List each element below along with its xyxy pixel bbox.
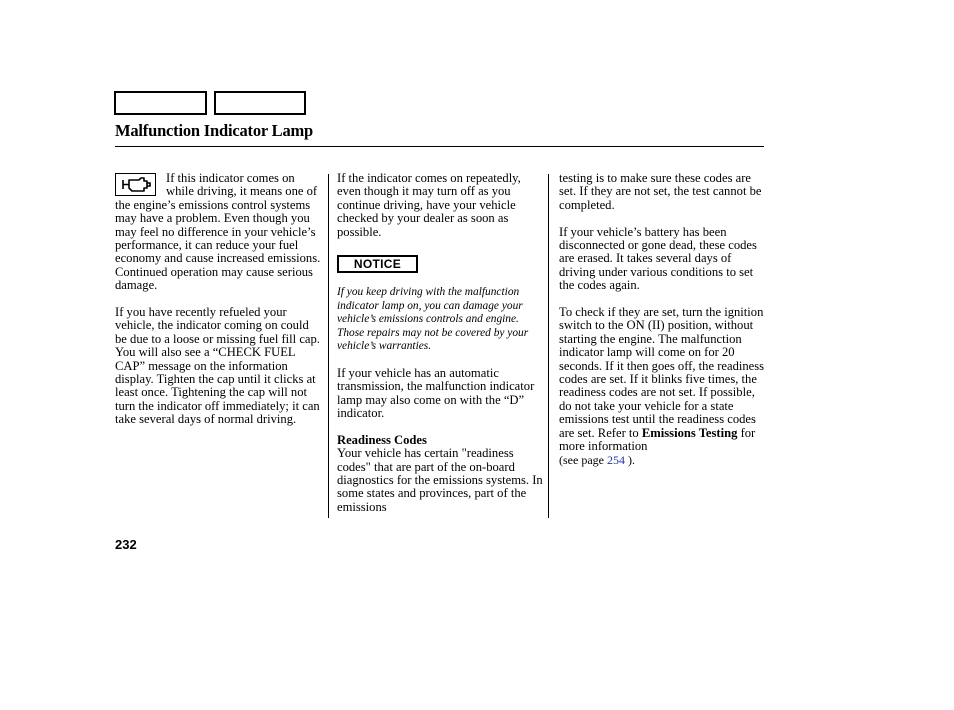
notice-text: If you keep driving with the malfunction indicator lamp on, you can damage your vehicle’s emissions controls and engine. Those repairs may not be covered by your vehicle’s warranties. <box>337 286 529 353</box>
nav-button-2[interactable] <box>214 91 306 115</box>
column-1 <box>115 172 323 440</box>
column-3 <box>559 172 765 480</box>
notice-label: NOTICE <box>337 255 418 273</box>
check-engine-icon <box>115 173 156 196</box>
paragraph: If your vehicle has an automatic transmission, the malfunction indicator lamp may also come on with the “D” indicator. <box>337 365 535 421</box>
indicator-description: If this indicator comes on while driving, it means one of the engine’s emissions control systems may have a problem. Even though you may feel no difference in your vehicle’s performance, it can reduce your fuel economy and cause increased emissions. Continued operation may cause serious damage. <box>115 171 321 293</box>
paragraph-text: To check if they are set, turn the ignition switch to the ON (II) position, without starting the engine. The malfunction indicator lamp will come on for 20 seconds. If it then goes off, the readiness codes are set. If it blinks five times, the readiness codes are not set. If possible, do not take your vehicle for a state emissions test until the readiness codes are set. Refer to <box>559 305 765 440</box>
emissions-testing-reference: Emissions Testing <box>641 425 738 440</box>
paragraph-text: for more information <box>559 425 756 454</box>
page-number: 232 <box>115 537 137 552</box>
paragraph: If you have recently refueled your vehicle, the indicator coming on could be due to a loose or missing fuel fill cap. You will also see a “CHECK FUEL CAP” message on the information display. Tighten the cap until it clicks at least once. Tightening the cap will not turn the indicator off immediately; it can take several days of normal driving. <box>115 305 320 427</box>
title-rule <box>115 146 764 147</box>
see-page-prefix: (see page <box>559 452 607 467</box>
page-link[interactable]: 254 <box>606 452 625 467</box>
column-2 <box>337 172 543 528</box>
column-divider <box>328 174 329 518</box>
column-divider <box>548 174 549 518</box>
nav-button-1[interactable] <box>114 91 207 115</box>
see-page-suffix: ). <box>624 452 635 467</box>
page-title: Malfunction Indicator Lamp <box>115 121 314 140</box>
paragraph: testing is to make sure these codes are set. If they are not set, the test cannot be completed. <box>559 171 762 212</box>
section-heading: Readiness Codes <box>337 432 427 447</box>
paragraph <box>559 306 765 467</box>
paragraph: Your vehicle has certain "readiness codes" that are part of the on-board diagnostics for the emissions systems. In some states and provinces, part of the emissions <box>337 446 543 514</box>
paragraph: If your vehicle’s battery has been disconnected or gone dead, these codes are erased. It takes several days of driving under various conditions to set the codes again. <box>559 224 757 293</box>
paragraph <box>115 172 323 293</box>
paragraph: If the indicator comes on repeatedly, even though it may turn off as you continue driving, have your vehicle checked by your dealer as soon as possible. <box>337 171 521 239</box>
